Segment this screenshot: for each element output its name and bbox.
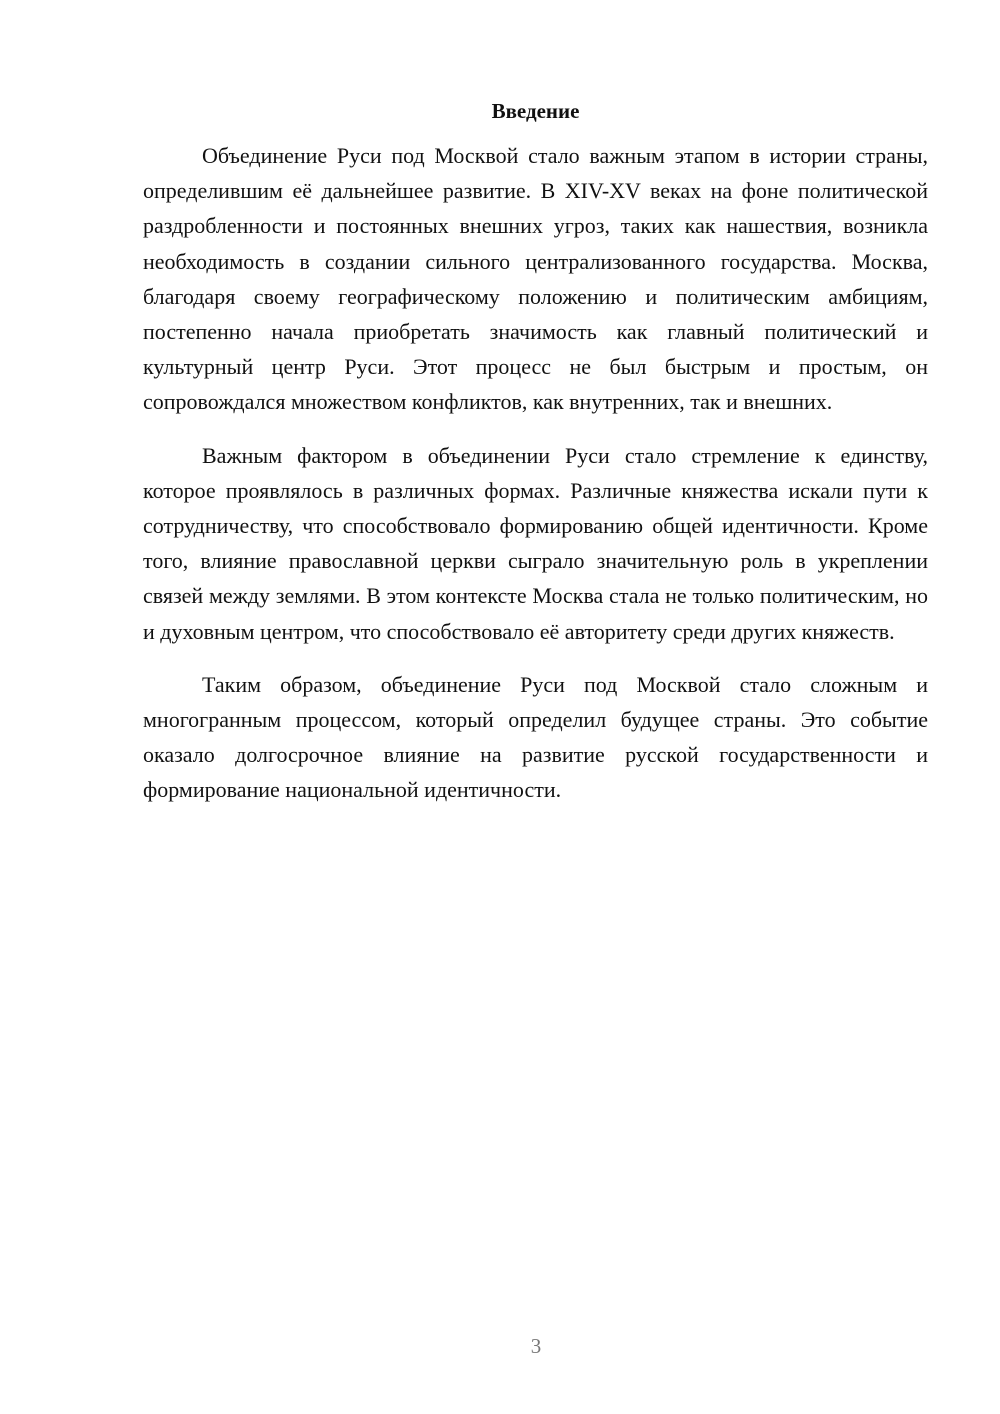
section-heading: Введение	[491, 99, 580, 123]
page-number: 3	[530, 1334, 542, 1358]
page-content	[143, 96, 928, 826]
paragraph-2: Важным фактором в объединении Руси стало стремление к единству, которое проявлялось в различных формах. Различные княжества искали пути к сотрудничеству, что способствовало формированию общей идентичности. Кроме того, влияние православной церкви сыграло значительную роль в укреплении связей между землями. В этом контексте Москва стала не только политическим, но и духовным центром, что способствовало её авторитету среди других княжеств.	[143, 442, 928, 644]
paragraph-3: Таким образом, объединение Руси под Москвой стало сложным и многогранным процессом, который определил будущее страны. Это событие оказало долгосрочное влияние на развитие русской государственности и формирование национальной идентичности.	[143, 671, 928, 803]
paragraph-1: Объединение Руси под Москвой стало важным этапом в истории страны, определившим её дальнейшее развитие. В XIV-XV веках на фоне политической раздробленности и постоянных внешних угроз, таких как нашествия, возникла необходимость в создании сильного централизованного государства. Москва, благодаря своему географическому положению и политическим амбициям, постепенно начала приобретать значимость как главный политический и культурный центр Руси. Этот процесс не был быстрым и простым, он сопровождался множеством конфликтов, как внутренних, так и внешних.	[143, 143, 928, 415]
